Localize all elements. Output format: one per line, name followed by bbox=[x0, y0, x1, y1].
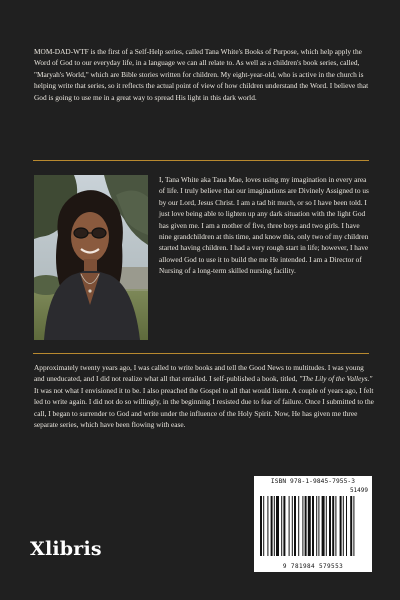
barcode-bars bbox=[260, 496, 366, 556]
author-bio-paragraph: I, Tana White aka Tana Mae, loves using my imagination in every area of life. I truly believe that our imaginations are Divinely Assigned to us by our Lord, Jesus Christ. I am a tad bit much, or so I have been told. I just love being able to lighten up any dark situation with the light God has given me. I am a mother of five, three boys and two girls. I have nine grandchildren at this time, and know this, only two of my children started having children. I had a very rough start in life; however, I have allowed God to use it to build the me He intended. I am a Director of Nursing of a long-term skilled nursing facility. bbox=[159, 175, 369, 276]
gold-divider-top bbox=[33, 160, 369, 161]
calling-paragraph bbox=[34, 362, 374, 430]
intro-paragraph: MOM-DAD-WTF is the first of a Self-Help series, called Tana White's Books of Purpose, which help apply the Word of God to our everyday life, in a language we can all relate to. As well as a children's book series, called, "Maryah's World," which are Bible stories written for children. My eight-year-old, who is active in the church is helping write that series, so it reflects the actual point of view of how children understand the Word. I believe that God is going to use me in a great way to spread His light in this dark world. bbox=[34, 47, 369, 102]
ean-digits: 9 781984 579553 bbox=[282, 563, 344, 570]
publisher-logo: Xlibris bbox=[30, 538, 102, 560]
calling-paragraph-text-2: It was not what I envisioned it to be. I also preached the Gospel to all that would listen. A couple of years ago, I felt led to write again. I did not do so willingly, in the beginning I resisted due to fear of failure. Once I submitted to the call, I began to surrender to God and write under the influence of the Holy Spirit. Now, He has given me three separate series, which have been flowing with ease. bbox=[34, 385, 374, 430]
isbn-barcode bbox=[254, 476, 372, 572]
calling-paragraph-text-1: Approximately twenty years ago, I was called to write books and tell the Good News to multitudes. I was young and uneducated, and I did not realize what all that entailed. I self-published a book, titled, bbox=[34, 363, 364, 384]
isbn-number: ISBN 978-1-9845-7955-3 bbox=[270, 478, 356, 485]
book-title-lily: "The Lily of the Valleys." bbox=[299, 374, 373, 384]
author-photo bbox=[34, 175, 148, 340]
price-code: 51499 bbox=[349, 487, 368, 494]
gold-divider-bottom bbox=[33, 353, 369, 354]
